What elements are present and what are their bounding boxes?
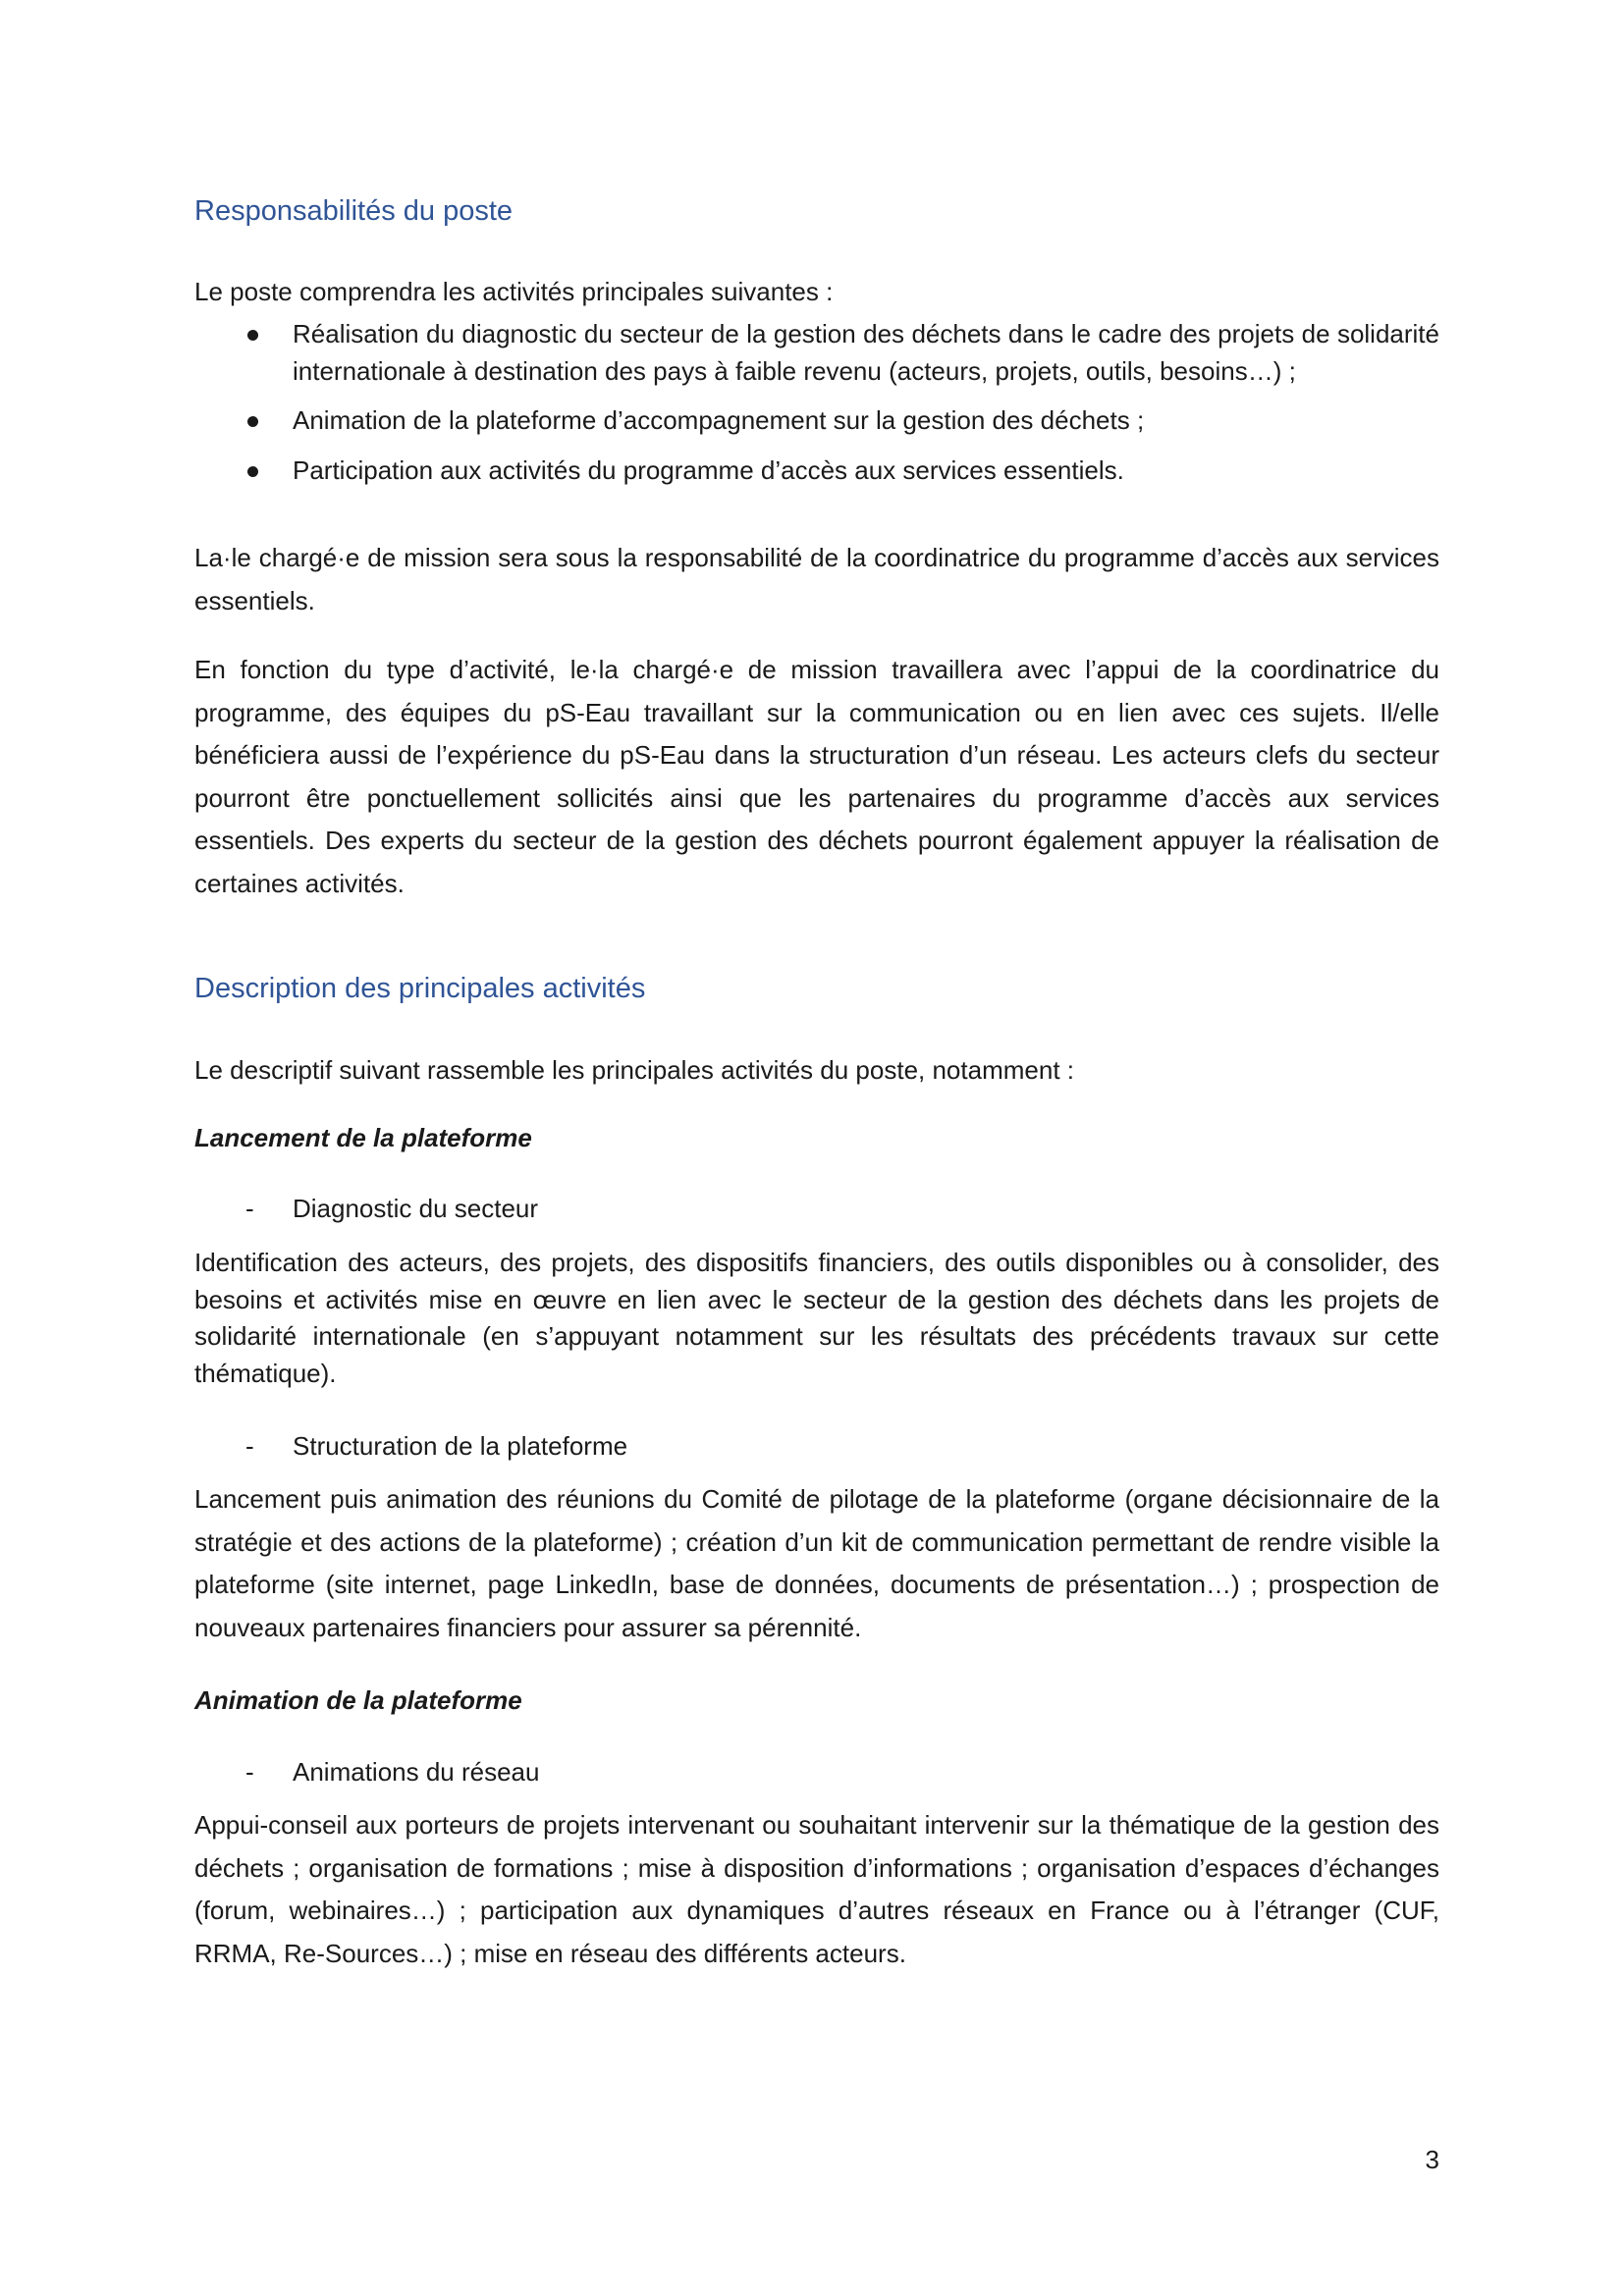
- responsibilities-list: [194, 316, 1439, 502]
- list-item-text: Réalisation du diagnostic du secteur de la gestion des déchets dans le cadre des projets de solidarité internationale à destination des pays à faible revenu (acteurs, projets, outils, besoins…) ;: [293, 319, 1439, 386]
- list-item: [194, 402, 1439, 440]
- subsection-title-animation: Animation de la plateforme: [194, 1685, 522, 1715]
- dash-marker: -: [245, 1194, 254, 1223]
- dash-marker: -: [245, 1431, 254, 1461]
- dash-item-animations: [194, 1757, 1439, 1793]
- section-heading-responsabilites: Responsabilités du poste: [194, 195, 514, 227]
- dash-item-label: Diagnostic du secteur: [293, 1194, 539, 1223]
- section-heading-description: Description des principales activités: [194, 973, 646, 1004]
- subsection-title-lancement: Lancement de la plateforme: [194, 1123, 532, 1152]
- dash-item-label: Structuration de la plateforme: [293, 1431, 628, 1461]
- dash-item-diagnostic: [194, 1194, 1439, 1230]
- bullet-icon: [247, 416, 258, 427]
- paragraph-supervision: La·le chargé·e de mission sera sous la responsabilité de la coordinatrice du programme d’accès aux services essentiels.: [194, 543, 1439, 615]
- list-item-text: Animation de la plateforme d’accompagnement sur la gestion des déchets ;: [293, 405, 1145, 435]
- section-intro: Le descriptif suivant rassemble les principales activités du poste, notamment :: [194, 1055, 1074, 1085]
- dash-item-structuration: [194, 1431, 1439, 1468]
- dash-marker: -: [245, 1757, 254, 1787]
- paragraph-diagnostic: Identification des acteurs, des projets, des dispositifs financiers, des outils disponibles ou à consolider, des besoins et activités mise en œuvre en lien avec le secteur de la gestion des déchets dans les projets de solidarité internationale (en s’appuyant notamment sur les résultats des précédents travaux sur cette thématique).: [194, 1248, 1439, 1388]
- dash-item-label: Animations du réseau: [293, 1757, 540, 1787]
- list-item-text: Participation aux activités du programme d’accès aux services essentiels.: [293, 454, 1124, 485]
- list-item: [194, 316, 1439, 390]
- section-intro: Le poste comprendra les activités principales suivantes :: [194, 277, 834, 306]
- list-item: [194, 453, 1439, 490]
- paragraph-collaboration: En fonction du type d’activité, le·la chargé·e de mission travaillera avec l’appui de la coordinatrice du programme, des équipes du pS-Eau travaillant sur la communication ou en lien avec ces sujets. Il/elle bénéficiera aussi de l’expérience du pS-Eau dans la structuration d’un réseau. Les acteurs clefs du secteur pourront être ponctuellement sollicités ainsi que les partenaires du programme d’accès aux services essentiels. Des experts du secteur de la gestion des déchets pourront également appuyer la réalisation de certaines activités.: [194, 655, 1439, 898]
- paragraph-structuration: Lancement puis animation des réunions du Comité de pilotage de la plateforme (organe décisionnaire de la stratégie et des actions de la plateforme) ; création d’un kit de communication permettant de rendre visible la plateforme (site internet, page LinkedIn, base de données, documents de présentation…) ; prospection de nouveaux partenaires financiers pour assurer sa pérennité.: [194, 1484, 1439, 1642]
- paragraph-animations: Appui-conseil aux porteurs de projets intervenant ou souhaitant intervenir sur la thématique de la gestion des déchets ; organisation de formations ; mise à disposition d’informations ; organisation d’espaces d’échanges (forum, webinaires…) ; participation aux dynamiques d’autres réseaux en France ou à l’étranger (CUF, RRMA, Re-Sources…) ; mise en réseau des différents acteurs.: [194, 1810, 1439, 1968]
- page-number: 3: [1425, 2145, 1439, 2174]
- bullet-icon: [247, 330, 258, 341]
- bullet-icon: [247, 466, 258, 477]
